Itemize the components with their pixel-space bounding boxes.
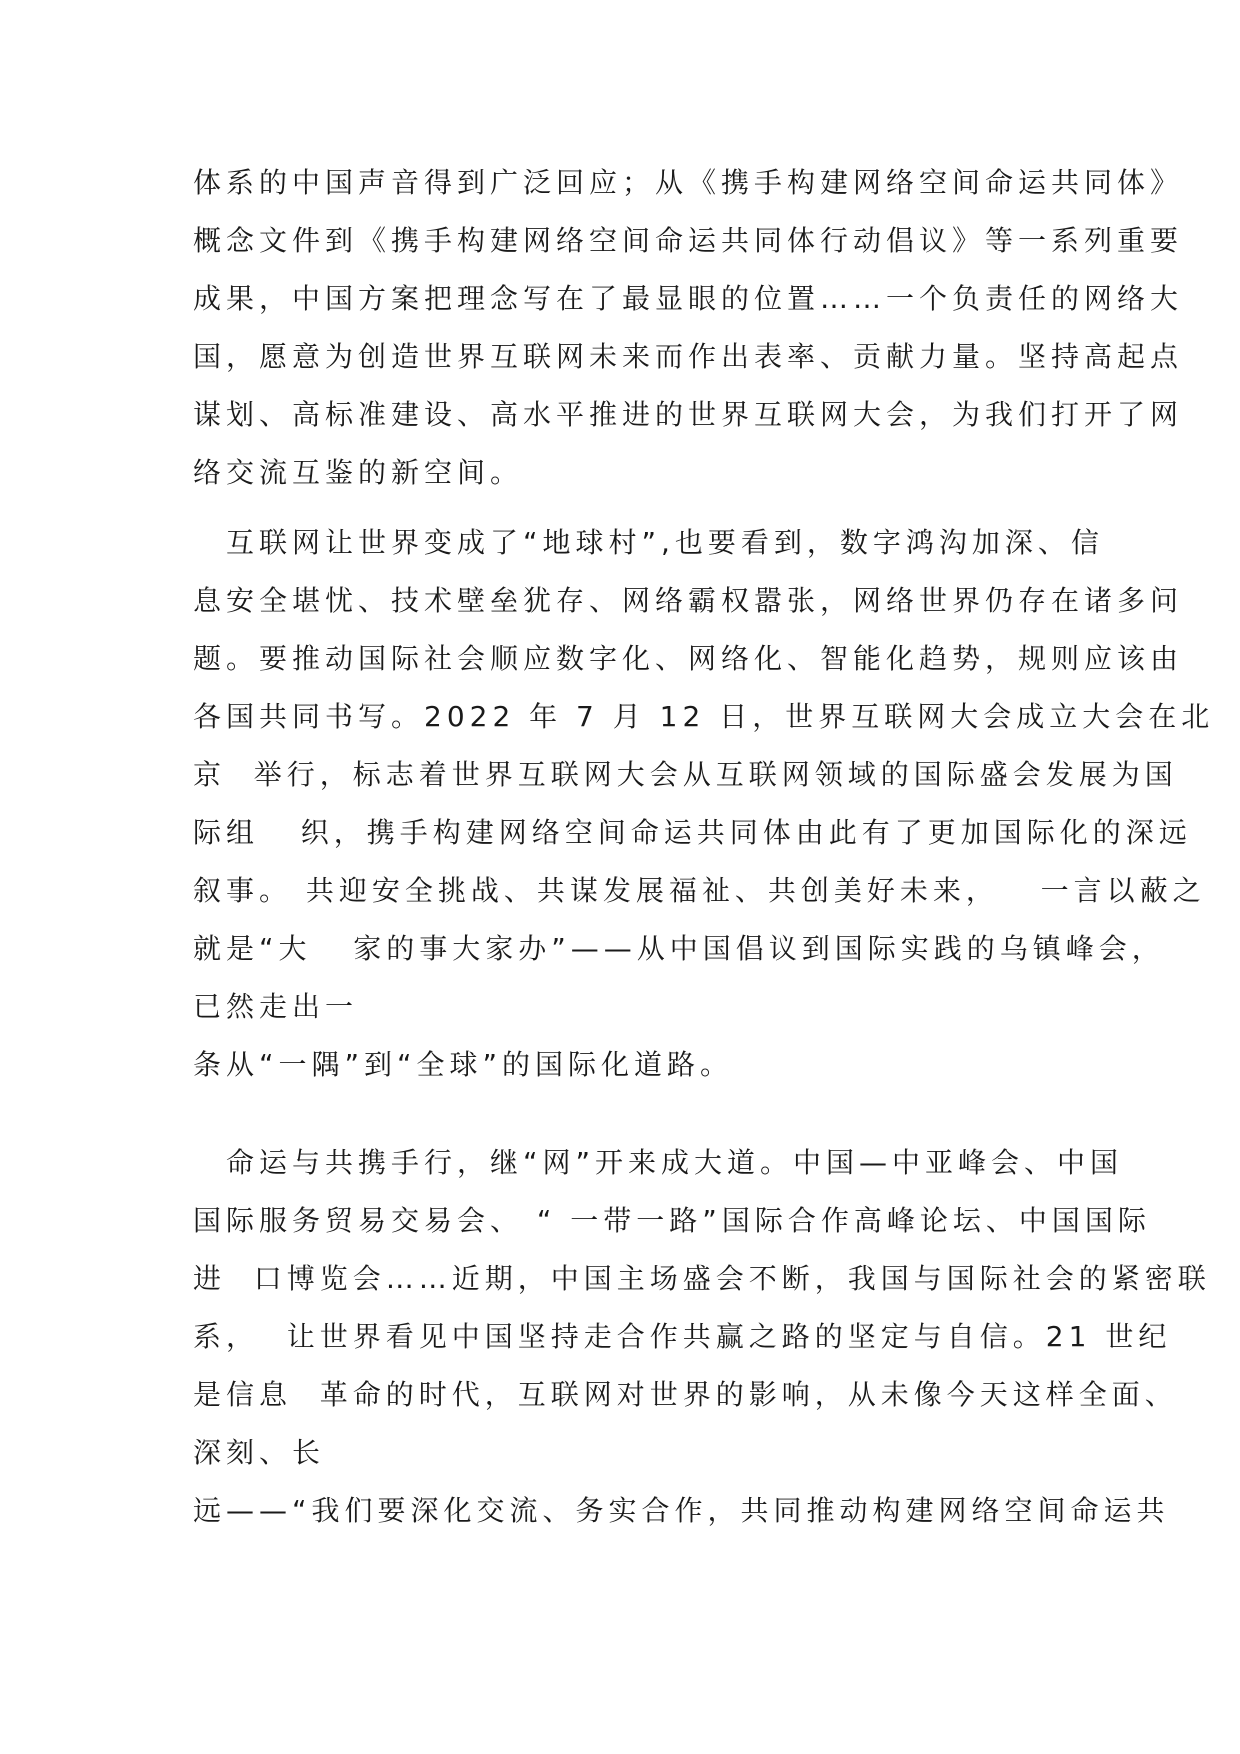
text-line: 成果，中国方案把理念写在了最显眼的位置……一个负责任的网络大 bbox=[193, 282, 1184, 315]
text-line: 息安全堪忧、技术壁垒犹存、网络霸权嚣张，网络世界仍存在诸多问 bbox=[193, 584, 1184, 617]
text-line: 国，愿意为创造世界互联网未来而作出表率、贡献力量。坚持高起点 bbox=[193, 340, 1184, 373]
paragraph-3 bbox=[193, 1134, 1211, 1540]
text-line: 是信息 革命的时代，互联网对世界的影响，从未像今天这样全面、 bbox=[193, 1378, 1178, 1411]
text-line: 国际服务贸易交易会、 “ 一带一路”国际合作高峰论坛、中国国际 bbox=[193, 1204, 1151, 1237]
text-line: 互联网让世界变成了“地球村”,也要看到，数字鸿沟加深、信 bbox=[193, 526, 1104, 559]
text-line: 体系的中国声音得到广泛回应；从《携手构建网络空间命运共同体》 bbox=[193, 166, 1184, 199]
text-line: 远——“我们要深化交流、务实合作，共同推动构建网络空间命运共 bbox=[193, 1494, 1170, 1527]
text-line: 深刻、长 bbox=[193, 1436, 326, 1469]
text-line: 已然走出一 bbox=[193, 990, 359, 1023]
text-line: 络交流互鉴的新空间。 bbox=[193, 456, 524, 489]
text-line: 系， 让世界看见中国坚持走合作共赢之路的坚定与自信。21 世纪 bbox=[193, 1320, 1172, 1353]
text-line: 条从“一隅”到“全球”的国际化道路。 bbox=[193, 1048, 734, 1081]
text-line: 叙事。 共迎安全挑战、共谋发展福祉、共创美好未来， 一言以蔽之 bbox=[193, 874, 1206, 907]
text-line: 京 举行，标志着世界互联网大会从互联网领域的国际盛会发展为国 bbox=[193, 758, 1178, 791]
text-line: 进 口博览会……近期，中国主场盛会不断，我国与国际社会的紧密联 bbox=[193, 1262, 1211, 1295]
text-line: 际组 织，携手构建网络空间命运共同体由此有了更加国际化的深远 bbox=[193, 816, 1192, 849]
text-line: 谋划、高标准建设、高水平推进的世界互联网大会，为我们打开了网 bbox=[193, 398, 1184, 431]
text-line: 各国共同书写。2022 年 7 月 12 日，世界互联网大会成立大会在北 bbox=[193, 700, 1215, 733]
text-line: 概念文件到《携手构建网络空间命运共同体行动倡议》等一系列重要 bbox=[193, 224, 1184, 257]
text-line: 就是“大 家的事大家办”——从中国倡议到国际实践的乌镇峰会， bbox=[193, 932, 1165, 965]
text-line: 命运与共携手行，继“网”开来成大道。中国—中亚峰会、中国 bbox=[193, 1146, 1124, 1179]
paragraph-1 bbox=[193, 154, 1183, 502]
paragraph-2 bbox=[193, 514, 1214, 1094]
text-line: 题。要推动国际社会顺应数字化、网络化、智能化趋势，规则应该由 bbox=[193, 642, 1184, 675]
